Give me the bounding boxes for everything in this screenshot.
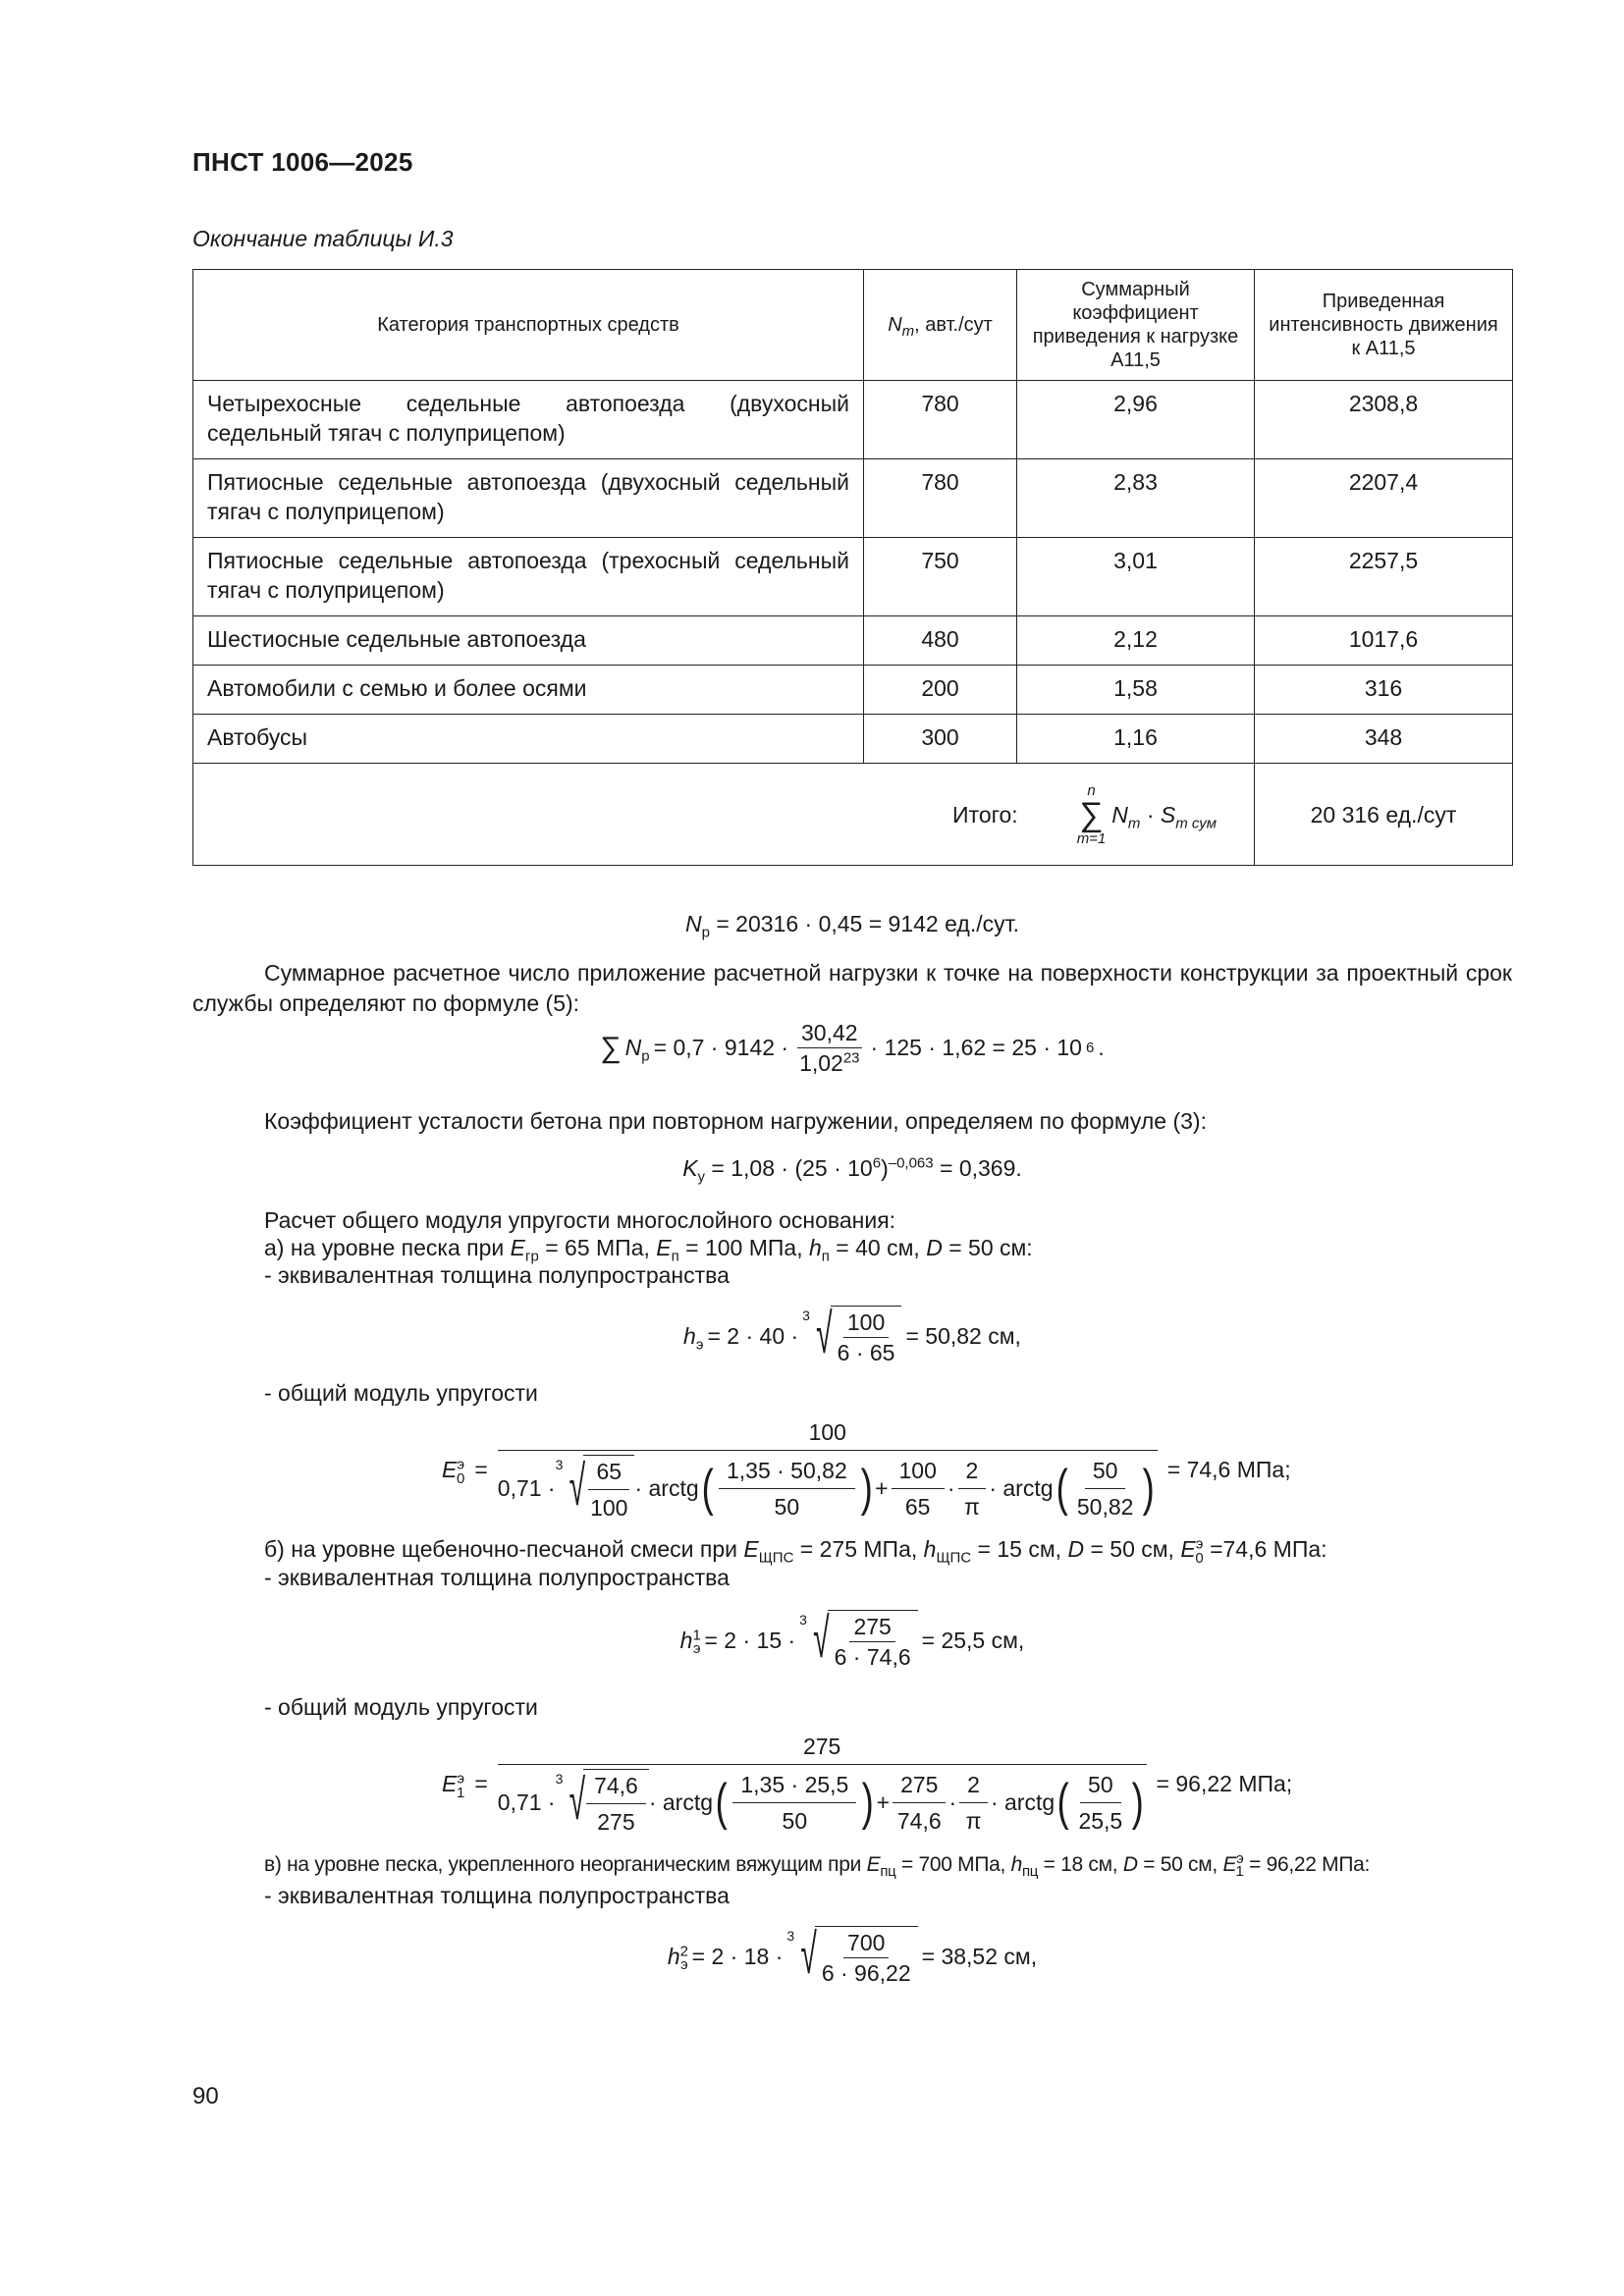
row-coef: 3,01 — [1017, 538, 1255, 616]
row-intensity: 1017,6 — [1255, 616, 1513, 666]
table-row — [193, 538, 1513, 616]
paragraph-sum-loads: Суммарное расчетное число приложение расчетной нагрузки к точке на поверхности конструкции за проектный срок службы определяют по формуле (5): — [192, 960, 1512, 1016]
table-row — [193, 459, 1513, 538]
row-intensity: 316 — [1255, 666, 1513, 715]
e0-formula: $E^э_0$ = 100 0,71 · 3 √ $\frac{65}{100}$ · arctg ( $\frac{1,35 \cdot 50,82}{50}$ ) + $\frac{100}{65}$ · $\frac{2}{\pi}$ · arctg ( $\frac{50}{50,82}$ ) = 74,6 МПа; — [442, 1419, 1291, 1521]
table-row — [193, 715, 1513, 764]
modulus-label-2: - общий модуль упругости — [264, 1694, 538, 1720]
header-intensity: Приведенная интенсивность движения к А11,5 — [1255, 270, 1513, 381]
page-number: 90 — [192, 2083, 219, 2109]
table-row — [193, 666, 1513, 715]
level-a-text: а) на уровне песка при $E_{гр} = 65$ МПа, $E_п = 100$ МПа, $h_п = 40$ см, D = 50 см: — [264, 1235, 1033, 1265]
paragraph-fatigue: Коэффициент усталости бетона при повторном нагружении, определяем по формуле (3): — [264, 1108, 1207, 1134]
level-c-text: в) на уровне песка, укрепленного неорганическим вяжущим при $E_{пц} = 700$ МПа, $h_{пц} = 18$ см, D = 50 см, $E^э_1 = 96,22$ МПа: — [264, 1850, 1371, 1881]
row-coef: 1,58 — [1017, 666, 1255, 715]
row-category: Автобусы — [193, 715, 864, 764]
total-sum-expression: n ∑ m=1 $N_m \cdot S_{m сум}$ — [1076, 781, 1217, 847]
ky-formula: $K_у = 1,08 \cdot (25 \cdot 10^6)^{-0,063} = 0,369$. — [682, 1154, 1022, 1186]
row-coef: 1,16 — [1017, 715, 1255, 764]
equiv-thickness-label-2: - эквивалентная толщина полупространства — [264, 1565, 730, 1590]
row-category: Пятиосные седельные автопоезда (трехосный седельный тягач с полуприцепом) — [193, 538, 864, 616]
row-coef: 2,12 — [1017, 616, 1255, 666]
paragraph-modulus-intro: Расчет общего модуля упругости многослойного основания: — [264, 1207, 896, 1233]
row-intensity: 2257,5 — [1255, 538, 1513, 616]
header-coef: Суммарный коэффициент приведения к нагрузке А11,5 — [1017, 270, 1255, 381]
he0-formula: $h_э$ = 2 · 40 · 3 √ $\frac{100}{6 \cdot 65}$ = 50,82 см, — [683, 1304, 1021, 1366]
total-label: Итого: — [952, 801, 1018, 828]
header-category: Категория транспортных средств — [193, 270, 864, 381]
total-label-cell — [193, 764, 1255, 866]
sum-np-formula: ∑ $N_р$ = 0,7 · 9142 · $\frac{30,42}{1,02^{23}}$ · 125 · 1,62 = 25 · 10 6 . — [600, 1020, 1105, 1076]
row-category: Шестиосные седельные автопоезда — [193, 616, 864, 666]
np-formula: $N_р = 20316 \cdot 0,45 = 9142$ ед./сут. — [685, 911, 1019, 941]
row-coef: 2,83 — [1017, 459, 1255, 538]
row-nm: 480 — [864, 616, 1017, 666]
row-nm: 780 — [864, 381, 1017, 459]
header-nm: $N_m$, авт./сут — [864, 270, 1017, 381]
row-category: Автомобили с семью и более осями — [193, 666, 864, 715]
document-code: ПНСТ 1006—2025 — [192, 147, 413, 177]
row-intensity: 348 — [1255, 715, 1513, 764]
he1-formula: $h^1_э$ = 2 · 15 · 3 √ $\frac{275}{6 \cdot 74,6}$ = 25,5 см, — [679, 1608, 1025, 1671]
row-nm: 780 — [864, 459, 1017, 538]
total-row — [193, 764, 1513, 866]
row-category: Пятиосные седельные автопоезда (двухосный седельный тягач с полуприцепом) — [193, 459, 864, 538]
row-intensity: 2308,8 — [1255, 381, 1513, 459]
table-row — [193, 616, 1513, 666]
equiv-thickness-label-1: - эквивалентная толщина полупространства — [264, 1262, 730, 1288]
total-value: 20 316 ед./сут — [1255, 764, 1513, 866]
level-b-text: б) на уровне щебеночно-песчаной смеси при $E_{ЩПС} = 275$ МПа, $h_{ЩПС} = 15$ см, D = 50 см, $E^э_0 =74,6$ МПа: — [264, 1535, 1327, 1567]
row-nm: 200 — [864, 666, 1017, 715]
table-header-row — [193, 270, 1513, 381]
vehicle-table — [192, 269, 1513, 866]
he2-formula: $h^2_э$ = 2 · 18 · 3 √ $\frac{700}{6 \cdot 96,22}$ = 38,52 см, — [667, 1924, 1038, 1987]
row-nm: 750 — [864, 538, 1017, 616]
modulus-label-1: - общий модуль упругости — [264, 1380, 538, 1406]
e1-formula: $E^э_1$ = 275 0,71 · 3 √ $\frac{74,6}{275}$ · arctg ( $\frac{1,35 \cdot 25,5}{50}$ ) + $\frac{275}{74,6}$ · $\frac{2}{\pi}$ · arctg ( $\frac{50}{25,5}$ ) = 96,22 МПа; — [442, 1734, 1293, 1835]
table-row — [193, 381, 1513, 459]
row-category: Четырехосные седельные автопоезда (двухосный седельный тягач с полуприцепом) — [193, 381, 864, 459]
equiv-thickness-label-3: - эквивалентная толщина полупространства — [264, 1883, 730, 1908]
row-intensity: 2207,4 — [1255, 459, 1513, 538]
row-nm: 300 — [864, 715, 1017, 764]
row-coef: 2,96 — [1017, 381, 1255, 459]
table-caption: Окончание таблицы И.3 — [192, 226, 454, 251]
